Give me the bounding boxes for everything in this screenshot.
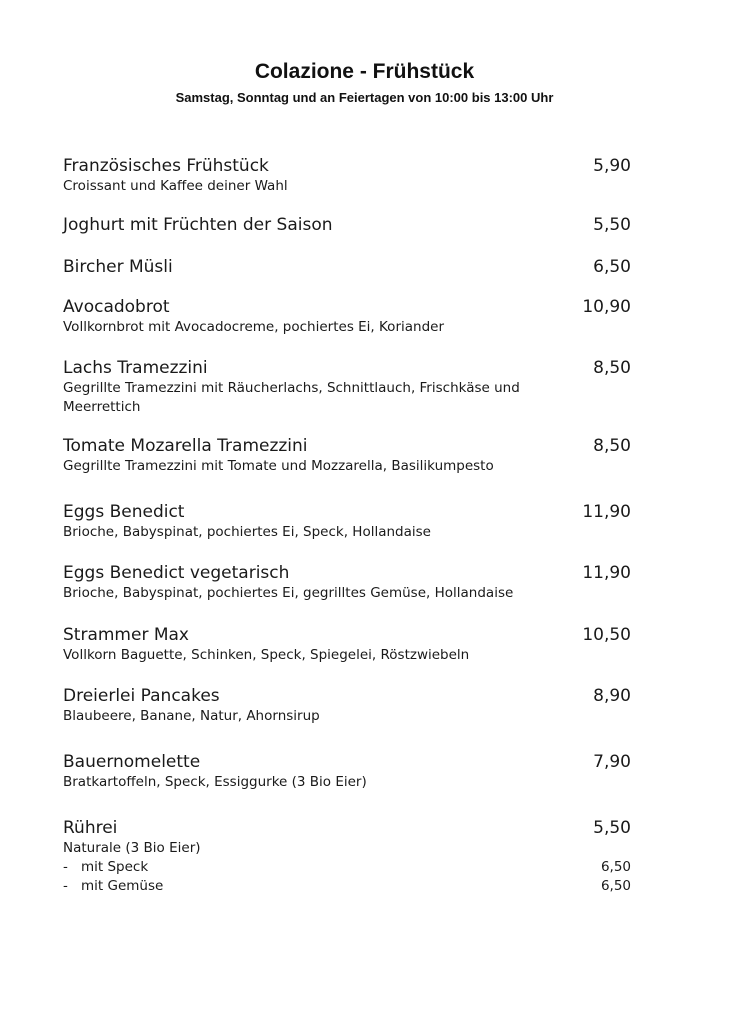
extra-label: mit Gemüse: [81, 878, 164, 894]
extra-dash: -: [63, 878, 68, 894]
item-name: Bauernomelette: [63, 752, 201, 772]
item-name: Joghurt mit Früchten der Saison: [63, 215, 333, 235]
item-description: Bratkartoffeln, Speck, Essiggurke (3 Bio Eier): [63, 774, 367, 790]
item-price: 10,90: [582, 297, 631, 317]
item-name: Eggs Benedict: [63, 502, 185, 522]
item-description: Croissant und Kaffee deiner Wahl: [63, 178, 288, 194]
menu-title: Colazione - Frühstück: [254, 60, 475, 83]
item-name: Eggs Benedict vegetarisch: [63, 563, 290, 583]
extra-price: 6,50: [600, 878, 631, 894]
item-name: Avocadobrot: [63, 297, 170, 317]
item-description: Brioche, Babyspinat, pochiertes Ei, Speck, Hollandaise: [63, 524, 431, 540]
item-description: Gegrillte Tramezzini mit Tomate und Mozzarella, Basilikumpesto: [63, 458, 494, 474]
item-name: Rührei: [63, 818, 118, 838]
menu-item-eggs-benedict: [63, 501, 631, 542]
item-description: Blaubeere, Banane, Natur, Ahornsirup: [63, 708, 320, 724]
item-description: Gegrillte Tramezzini mit Räucherlachs, Schnittlauch, Frischkäse und Meerrettich: [63, 380, 520, 415]
menu-subtitle: Samstag, Sonntag und an Feiertagen von 10:00 bis 13:00 Uhr: [175, 90, 554, 105]
item-description: Brioche, Babyspinat, pochiertes Ei, gegrilltes Gemüse, Hollandaise: [63, 585, 514, 601]
menu-item-strammer-max: [63, 624, 631, 665]
menu-item-avocadobrot: [63, 296, 631, 337]
menu-item-joghurt: [63, 214, 631, 236]
menu-item-eggs-benedict-vegetarisch: [63, 562, 631, 603]
menu-item-franzoesisches-fruehstueck: [63, 155, 631, 196]
item-price: 8,50: [593, 436, 631, 456]
extra-option: [63, 858, 631, 877]
extra-label: mit Speck: [81, 859, 149, 875]
item-description: Vollkornbrot mit Avocadocreme, pochiertes Ei, Koriander: [63, 319, 444, 335]
item-price: 10,50: [582, 625, 631, 645]
item-name: Strammer Max: [63, 625, 189, 645]
item-price: 7,90: [593, 752, 631, 772]
item-price: 11,90: [582, 563, 631, 583]
item-price: 5,50: [593, 818, 631, 838]
item-name: Französisches Frühstück: [63, 156, 269, 176]
menu-item-ruehrei: [63, 817, 631, 896]
item-name: Dreierlei Pancakes: [63, 686, 220, 706]
item-name: Bircher Müsli: [63, 257, 173, 277]
item-price: 8,50: [593, 358, 631, 378]
extra-option: [63, 877, 631, 896]
item-price: 8,90: [593, 686, 631, 706]
item-price: 5,90: [593, 156, 631, 176]
menu-item-bauernomelette: [63, 751, 631, 792]
menu-item-bircher-muesli: [63, 256, 631, 278]
item-price: 6,50: [593, 257, 631, 277]
item-price: 11,90: [582, 502, 631, 522]
item-price: 5,50: [593, 215, 631, 235]
item-description: Vollkorn Baguette, Schinken, Speck, Spiegelei, Röstzwiebeln: [63, 647, 470, 663]
item-description: Naturale (3 Bio Eier): [63, 840, 201, 856]
extra-dash: -: [63, 859, 68, 875]
menu-item-dreierlei-pancakes: [63, 685, 631, 726]
menu-item-tomate-mozarella-tramezzini: [63, 435, 631, 476]
item-name: Lachs Tramezzini: [63, 358, 208, 378]
menu-item-lachs-tramezzini: [63, 357, 631, 417]
extra-price: 6,50: [600, 859, 631, 875]
item-name: Tomate Mozarella Tramezzini: [63, 436, 308, 456]
